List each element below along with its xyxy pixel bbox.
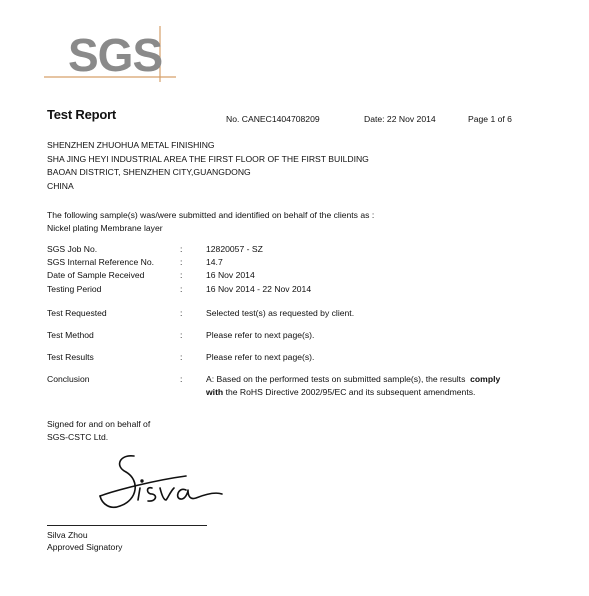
field-label: Date of Sample Received — [47, 270, 145, 280]
intro-text: The following sample(s) was/were submitted and identified on behalf of the clients as : — [47, 210, 375, 220]
field-value: 12820057 - SZ — [206, 244, 263, 254]
sample-description: Nickel plating Membrane layer — [47, 223, 163, 233]
field-label: Test Requested — [47, 308, 107, 318]
conclusion-text-part: A: Based on the performed tests on submitted sample(s), the results — [206, 374, 466, 384]
conclusion-text-line2 — [206, 387, 475, 398]
address-line: BAOAN DISTRICT, SHENZHEN CITY,GUANGDONG — [47, 167, 251, 177]
field-colon: : — [180, 244, 183, 254]
page-indicator: Page 1 of 6 — [468, 114, 512, 124]
address-line: SHA JING HEYI INDUSTRIAL AREA THE FIRST FLOOR OF THE FIRST BUILDING — [47, 154, 369, 164]
field-label: Testing Period — [47, 284, 102, 294]
signature-line — [47, 525, 207, 526]
field-value: Selected test(s) as requested by client. — [206, 308, 355, 318]
field-colon: : — [180, 270, 183, 280]
field-label: Test Results — [47, 352, 94, 362]
sgs-logo — [40, 22, 180, 84]
field-colon: : — [180, 352, 183, 362]
field-label: Conclusion — [47, 374, 90, 384]
address-line: SHENZHEN ZHUOHUA METAL FINISHING — [47, 140, 215, 150]
conclusion-text — [206, 374, 500, 385]
signed-on-behalf: Signed for and on behalf of — [47, 419, 151, 429]
field-value: 16 Nov 2014 - 22 Nov 2014 — [206, 284, 312, 294]
field-value: Please refer to next page(s). — [206, 352, 315, 362]
report-number: No. CANEC1404708209 — [226, 114, 320, 124]
handwritten-signature — [96, 448, 226, 530]
signatory-role: Approved Signatory — [47, 542, 123, 552]
field-colon: : — [180, 284, 183, 294]
field-value: 16 Nov 2014 — [206, 270, 255, 280]
field-colon: : — [180, 257, 183, 267]
field-colon: : — [180, 330, 183, 340]
company-name: SGS-CSTC Ltd. — [47, 432, 109, 442]
with-word: with — [206, 387, 224, 397]
sgs-logo-text: SGS — [68, 29, 163, 81]
field-value: 14.7 — [206, 257, 223, 267]
field-label: SGS Internal Reference No. — [47, 257, 154, 267]
address-line: CHINA — [47, 181, 74, 191]
report-date: Date: 22 Nov 2014 — [364, 114, 436, 124]
field-colon: : — [180, 308, 183, 318]
field-label: Test Method — [47, 330, 94, 340]
field-value: Please refer to next page(s). — [206, 330, 315, 340]
field-label: SGS Job No. — [47, 244, 98, 254]
signatory-name: Silva Zhou — [47, 530, 88, 540]
conclusion-rest: the RoHS Directive 2002/95/EC and its subsequent amendments. — [223, 387, 476, 397]
field-colon: : — [180, 374, 183, 384]
comply-word: comply — [470, 374, 501, 384]
report-title: Test Report — [47, 107, 117, 122]
